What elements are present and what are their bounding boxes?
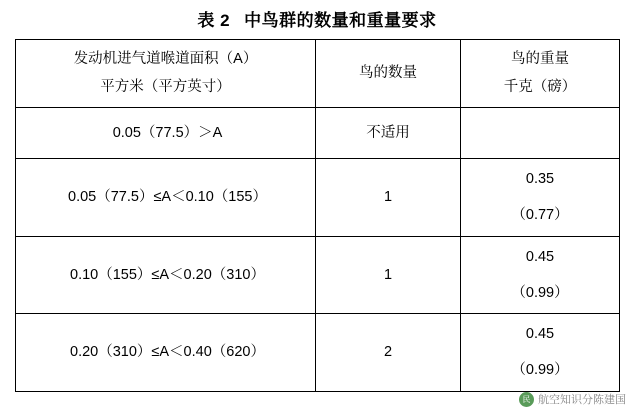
cell-bird-weight-kg: 0.35 [525,171,555,188]
table-body [16,108,620,392]
header-inlet-area-line1: 发动机进气道喉道面积（A） [73,51,258,67]
cell-bird-weight [461,236,620,314]
table-row [16,314,620,392]
bird-requirements-table [15,39,620,392]
table-row [16,236,620,314]
table-caption [0,0,634,39]
table-row [16,108,620,159]
cell-bird-count: 不适用 [316,108,461,159]
header-bird-weight-line1: 鸟的重量 [511,51,569,67]
table-header [16,40,620,108]
cell-bird-weight-lb: （0.99） [511,284,569,301]
cell-inlet-area: 0.20（310）≤A＜0.40（620） [16,314,316,392]
cell-bird-weight-lb: （0.77） [511,206,569,223]
cell-bird-count: 1 [316,159,461,237]
cell-inlet-area: 0.10（155）≤A＜0.20（310） [16,236,316,314]
cell-bird-count: 1 [316,236,461,314]
table-caption-title: 中鸟群的数量和重量要求 [244,11,437,30]
cell-bird-weight-lb: （0.99） [511,362,569,379]
header-bird-weight [461,40,620,108]
cell-bird-weight [461,108,620,159]
header-inlet-area [16,40,316,108]
cell-inlet-area: 0.05（77.5）＞A [16,108,316,159]
table-header-row [16,40,620,108]
cell-bird-weight-kg: 0.45 [525,248,555,265]
table-caption-number: 表 2 [197,11,231,30]
table-row [16,159,620,237]
watermark [519,391,626,407]
header-bird-weight-line2: 千克（磅） [503,78,577,95]
cell-bird-weight [461,159,620,237]
cell-bird-weight [461,314,620,392]
header-inlet-area-line2: 平方米（平方英寸） [100,78,231,95]
cell-inlet-area: 0.05（77.5）≤A＜0.10（155） [16,159,316,237]
watermark-text: 航空知识分陈建国 [538,394,626,406]
watermark-logo-icon: 民 [519,392,534,407]
header-bird-count: 鸟的数量 [316,40,461,108]
cell-bird-count: 2 [316,314,461,392]
cell-bird-weight-kg: 0.45 [525,326,555,343]
